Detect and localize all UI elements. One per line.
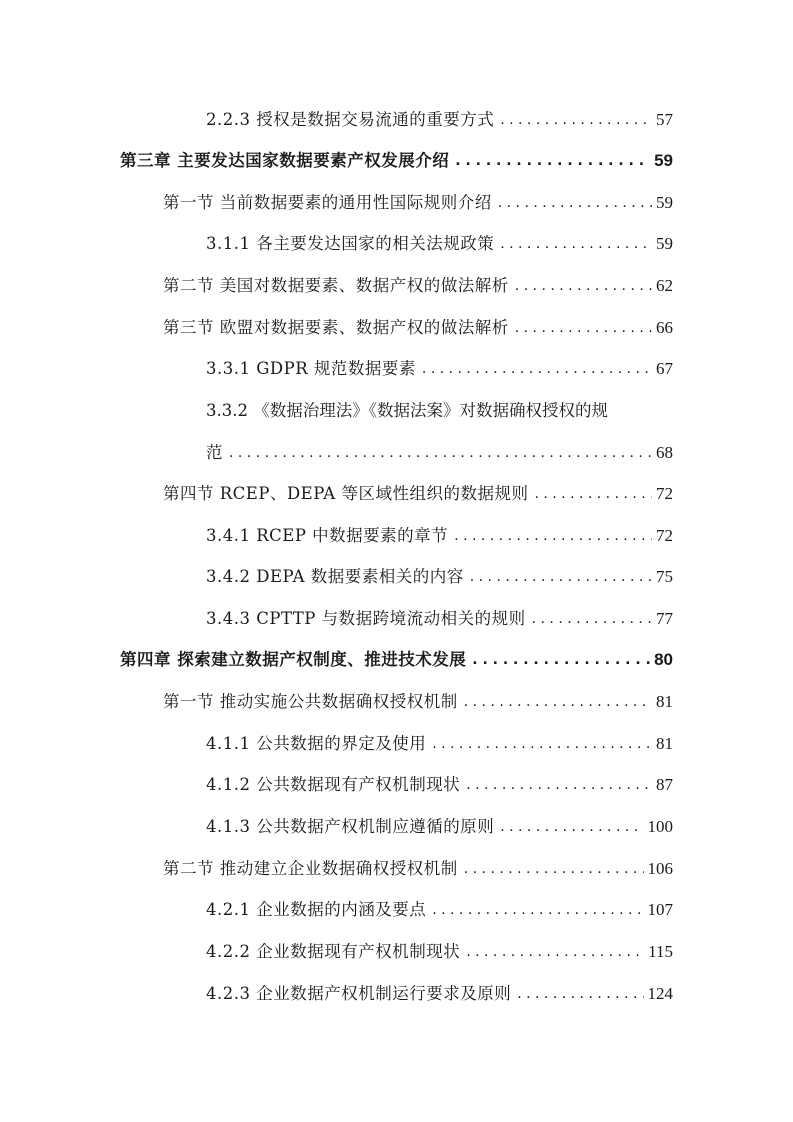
toc-page-number: 81 (656, 734, 673, 753)
toc-entry-label: 3.1.1 各主要发达国家的相关法规政策 (206, 234, 495, 253)
toc-page-number: 107 (647, 900, 673, 919)
toc-entry-label: 第二节 推动建立企业数据确权授权机制 (163, 859, 458, 878)
toc-entry-label: 第一节 推动实施公共数据确权授权机制 (163, 692, 458, 711)
toc-entry-label: 4.2.3 企业数据产权机制运行要求及原则 (206, 984, 512, 1003)
toc-entry[interactable] (206, 933, 673, 963)
toc-leader-dots (454, 527, 652, 547)
toc-page-number: 68 (656, 443, 673, 462)
toc-chapter-entry[interactable] (120, 641, 673, 671)
toc-page-number: 72 (656, 484, 673, 503)
toc-page-number: 124 (647, 984, 673, 1003)
toc-section-entry[interactable] (163, 309, 673, 339)
toc-page-number: 106 (647, 859, 673, 878)
toc-entry[interactable] (206, 975, 673, 1005)
toc-entry-wrapped-first-line[interactable] (206, 392, 673, 422)
toc-entry-label: 3.4.2 DEPA 数据要素相关的内容 (206, 567, 464, 586)
toc-leader-dots (464, 693, 652, 713)
toc-entry-label: 第二节 美国对数据要素、数据产权的做法解析 (163, 276, 509, 295)
toc-entry[interactable] (206, 891, 673, 921)
toc-entry-label: 4.2.2 企业数据现有产权机制现状 (206, 942, 461, 961)
toc-leader-dots (534, 485, 652, 505)
toc-page-number: 59 (656, 234, 673, 253)
toc-page-number: 72 (656, 526, 673, 545)
toc-section-entry[interactable] (163, 475, 673, 505)
toc-page-number: 66 (656, 318, 673, 337)
toc-leader-dots (515, 319, 652, 339)
toc-leader-dots (466, 776, 652, 796)
toc-entry[interactable] (206, 766, 673, 796)
toc-entry-label: 第四章 探索建立数据产权制度、推进技术发展 (120, 650, 467, 669)
toc-page-number: 87 (656, 775, 673, 794)
toc-entry-label: 3.3.1 GDPR 规范数据要素 (206, 359, 416, 378)
toc-leader-dots (464, 860, 644, 880)
toc-page-number: 77 (656, 609, 673, 628)
toc-entry-label: 3.4.3 CPTTP 与数据跨境流动相关的规则 (206, 609, 526, 628)
toc-entry-label: 第三节 欧盟对数据要素、数据产权的做法解析 (163, 318, 509, 337)
toc-leader-dots (422, 360, 652, 380)
toc-entry-label: 4.1.1 公共数据的界定及使用 (206, 734, 427, 753)
toc-page-number: 57 (656, 110, 673, 129)
toc-page-number: 81 (656, 692, 673, 711)
toc-entry-label: 3.4.1 RCEP 中数据要素的章节 (206, 526, 449, 545)
toc-page-number: 67 (656, 359, 673, 378)
toc-section-entry[interactable] (163, 184, 673, 214)
toc-entry-wrapped-second-line[interactable] (206, 434, 673, 464)
toc-entry-label: 第一节 当前数据要素的通用性国际规则介绍 (163, 193, 492, 212)
toc-leader-dots (466, 943, 644, 963)
toc-entry-label-continued: 范 (206, 443, 223, 462)
toc-entry-label: 4.1.2 公共数据现有产权机制现状 (206, 775, 461, 794)
toc-entry-label: 2.2.3 授权是数据交易流通的重要方式 (206, 110, 495, 129)
toc-leader-dots (500, 818, 643, 838)
toc-entry[interactable] (206, 517, 673, 547)
toc-leader-dots (472, 651, 650, 671)
toc-entry[interactable] (206, 808, 673, 838)
toc-section-entry[interactable] (163, 683, 673, 713)
toc-entry[interactable] (206, 350, 673, 380)
toc-leader-dots (532, 610, 652, 630)
toc-leader-dots (500, 111, 652, 131)
toc-entry[interactable] (206, 558, 673, 588)
toc-leader-dots (432, 735, 652, 755)
toc-entry[interactable] (206, 101, 673, 131)
toc-entry-label: 3.3.2 《数据治理法》《数据法案》对数据确权授权的规 (206, 401, 608, 420)
toc-leader-dots (498, 194, 652, 214)
toc-page-number: 59 (656, 193, 673, 212)
toc-entry-label: 4.1.3 公共数据产权机制应遵循的原则 (206, 817, 495, 836)
toc-section-entry[interactable] (163, 850, 673, 880)
toc-entry[interactable] (206, 225, 673, 255)
toc-page-number: 59 (654, 151, 673, 170)
toc-entry-label: 4.2.1 企业数据的内涵及要点 (206, 900, 427, 919)
toc-leader-dots (517, 985, 643, 1005)
toc-leader-dots (500, 235, 652, 255)
toc-leader-dots (432, 901, 643, 921)
toc-page-number: 62 (656, 276, 673, 295)
toc-page-number: 115 (648, 942, 673, 961)
toc-leader-dots (229, 444, 652, 464)
toc-entry-label: 第四节 RCEP、DEPA 等区域性组织的数据规则 (163, 484, 529, 503)
toc-entry[interactable] (206, 725, 673, 755)
toc-section-entry[interactable] (163, 267, 673, 297)
toc-page-number: 75 (656, 567, 673, 586)
toc-page-number: 80 (654, 650, 673, 669)
toc-leader-dots (470, 568, 652, 588)
toc-leader-dots (455, 152, 650, 172)
toc-page-number: 100 (647, 817, 673, 836)
toc-chapter-entry[interactable] (120, 142, 673, 172)
toc-entry[interactable] (206, 600, 673, 630)
toc-leader-dots (515, 277, 652, 297)
toc-entry-label: 第三章 主要发达国家数据要素产权发展介绍 (120, 151, 450, 170)
